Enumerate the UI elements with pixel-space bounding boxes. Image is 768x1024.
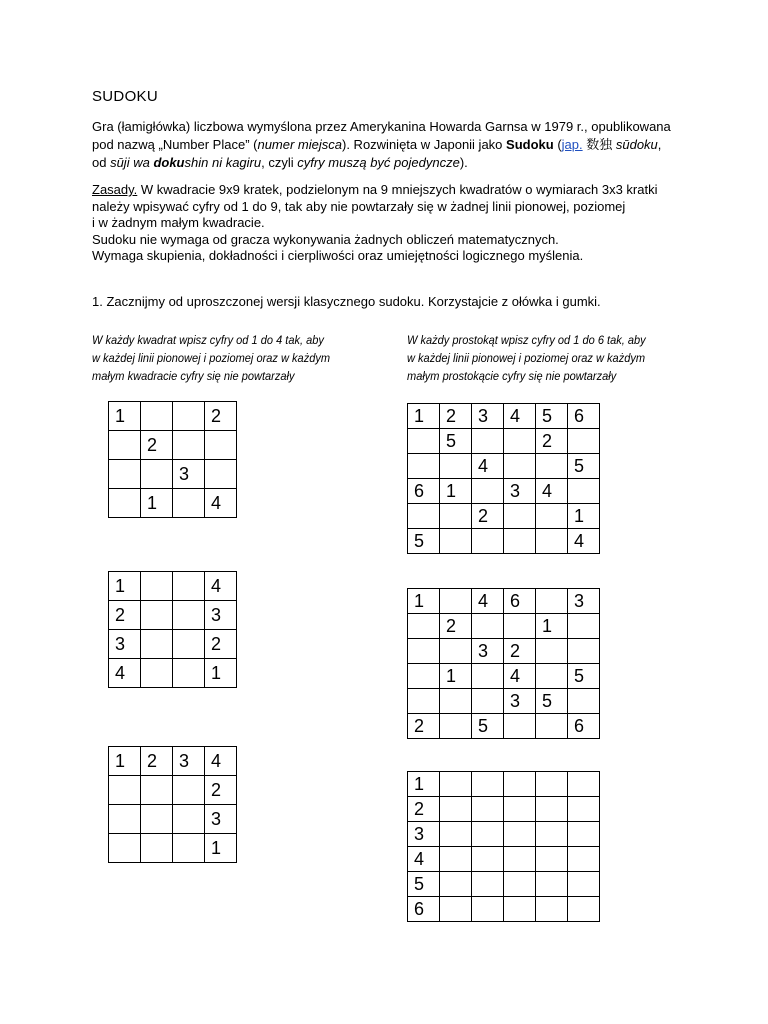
- given-cell: 3: [109, 630, 141, 659]
- instruction-left: W każdy kwadrat wpisz cyfry od 1 do 4 tak, aby w każdej linii pionowej i poziomej oraz w każdym małym kwadracie cyfry się nie powtarzały: [92, 333, 331, 383]
- given-cell: 6: [568, 404, 600, 429]
- grid-row: [408, 614, 600, 639]
- given-cell: 3: [173, 747, 205, 776]
- given-cell: 3: [205, 601, 237, 630]
- given-cell: 3: [205, 805, 237, 834]
- empty-cell[interactable]: [141, 630, 173, 659]
- grid-row: [109, 747, 237, 776]
- empty-cell[interactable]: [173, 431, 205, 460]
- instruction-right: W każdy prostokąt wpisz cyfry od 1 do 6 tak, aby w każdej linii pionowej i poziomej oraz w każdym małym prostokącie cyfry się nie powtarzały: [407, 333, 646, 383]
- empty-cell[interactable]: [440, 714, 472, 739]
- intro-line: od sūji wa dokushin ni kagiru, czyli cyfry muszą być pojedyncze).: [92, 155, 468, 170]
- empty-cell[interactable]: [205, 460, 237, 489]
- empty-cell[interactable]: [141, 572, 173, 601]
- empty-cell[interactable]: [141, 805, 173, 834]
- empty-cell[interactable]: [472, 822, 504, 847]
- empty-cell[interactable]: [109, 776, 141, 805]
- given-cell: 3: [504, 689, 536, 714]
- grid-row: [109, 630, 237, 659]
- empty-cell[interactable]: [141, 460, 173, 489]
- grid-row: [408, 797, 600, 822]
- given-cell: 1: [536, 614, 568, 639]
- empty-cell[interactable]: [472, 797, 504, 822]
- empty-cell[interactable]: [536, 797, 568, 822]
- empty-cell[interactable]: [568, 897, 600, 922]
- given-cell: 5: [568, 664, 600, 689]
- given-cell: 1: [408, 589, 440, 614]
- given-cell: 5: [536, 689, 568, 714]
- intro-line: Gra (łamigłówka) liczbowa wymyślona przez Amerykanina Howarda Garnsa w 1979 r., opublikowana: [92, 119, 671, 134]
- empty-cell[interactable]: [141, 776, 173, 805]
- empty-cell[interactable]: [472, 664, 504, 689]
- empty-cell[interactable]: [440, 689, 472, 714]
- given-cell: 3: [472, 404, 504, 429]
- grid-row: [408, 714, 600, 739]
- sudoku-4x4-grid: [108, 571, 237, 688]
- grid-row: [109, 402, 237, 431]
- given-cell: 5: [440, 429, 472, 454]
- given-cell: 5: [536, 404, 568, 429]
- given-cell: 4: [472, 589, 504, 614]
- given-cell: 1: [440, 664, 472, 689]
- given-cell: 3: [504, 479, 536, 504]
- jap-link[interactable]: jap.: [561, 137, 583, 152]
- grid-row: [109, 776, 237, 805]
- empty-cell[interactable]: [504, 614, 536, 639]
- given-cell: 5: [472, 714, 504, 739]
- grid-row: [109, 431, 237, 460]
- given-cell: 4: [472, 454, 504, 479]
- given-cell: 2: [440, 404, 472, 429]
- empty-cell[interactable]: [504, 797, 536, 822]
- given-cell: 6: [504, 589, 536, 614]
- grid-row: [408, 664, 600, 689]
- empty-cell[interactable]: [472, 429, 504, 454]
- empty-cell[interactable]: [173, 630, 205, 659]
- given-cell: 1: [440, 479, 472, 504]
- given-cell: 4: [568, 529, 600, 554]
- given-cell: 6: [408, 479, 440, 504]
- empty-cell[interactable]: [408, 429, 440, 454]
- empty-cell[interactable]: [536, 589, 568, 614]
- empty-cell[interactable]: [440, 639, 472, 664]
- given-cell: 1: [205, 659, 237, 688]
- empty-cell[interactable]: [472, 479, 504, 504]
- given-cell: 1: [109, 747, 141, 776]
- grid-row: [408, 639, 600, 664]
- empty-cell[interactable]: [504, 872, 536, 897]
- empty-cell[interactable]: [408, 614, 440, 639]
- empty-cell[interactable]: [536, 664, 568, 689]
- given-cell: 4: [504, 404, 536, 429]
- empty-cell[interactable]: [568, 614, 600, 639]
- empty-cell[interactable]: [141, 834, 173, 863]
- empty-cell[interactable]: [440, 589, 472, 614]
- given-cell: 1: [109, 402, 141, 431]
- given-cell: 2: [205, 630, 237, 659]
- grid-row: [408, 822, 600, 847]
- empty-cell[interactable]: [440, 897, 472, 922]
- given-cell: 2: [408, 714, 440, 739]
- empty-cell[interactable]: [440, 529, 472, 554]
- grid-row: [109, 489, 237, 518]
- empty-cell[interactable]: [173, 402, 205, 431]
- grid-row: [408, 772, 600, 797]
- empty-cell[interactable]: [568, 639, 600, 664]
- empty-cell[interactable]: [568, 872, 600, 897]
- empty-cell[interactable]: [408, 639, 440, 664]
- rules-paragraph: Zasady. W kwadracie 9x9 kratek, podzielonym na 9 mniejszych kwadratów o wymiarach 3x3 kratki należy wpisywać cyfry od 1 do 9, tak aby nie powtarzały się w żadnej linii pionowej, poziomej i w żadnym małym kwadracie. Sudoku nie wymaga od gracza wykonywania żadnych obliczeń matematycznych. Wymaga skupienia, dokładności i cierpliwości oraz umiejętności logicznego myślenia.: [92, 182, 658, 263]
- sudoku-6x6-grid: [407, 588, 600, 739]
- empty-cell[interactable]: [173, 659, 205, 688]
- empty-cell[interactable]: [472, 529, 504, 554]
- empty-cell[interactable]: [440, 872, 472, 897]
- grid-row: [109, 834, 237, 863]
- empty-cell[interactable]: [504, 529, 536, 554]
- rules-label: Zasady.: [92, 182, 138, 197]
- grid-row: [109, 601, 237, 630]
- given-cell: 6: [408, 897, 440, 922]
- given-cell: 1: [141, 489, 173, 518]
- grid-row: [109, 572, 237, 601]
- empty-cell[interactable]: [504, 504, 536, 529]
- grid-row: [109, 460, 237, 489]
- empty-cell[interactable]: [568, 822, 600, 847]
- empty-cell[interactable]: [504, 772, 536, 797]
- empty-cell[interactable]: [536, 897, 568, 922]
- empty-cell[interactable]: [109, 460, 141, 489]
- empty-cell[interactable]: [536, 504, 568, 529]
- empty-cell[interactable]: [504, 897, 536, 922]
- empty-cell[interactable]: [440, 797, 472, 822]
- empty-cell[interactable]: [440, 454, 472, 479]
- given-cell: 3: [408, 822, 440, 847]
- document-title: SUDOKU: [92, 88, 158, 105]
- empty-cell[interactable]: [472, 847, 504, 872]
- empty-cell[interactable]: [173, 776, 205, 805]
- grid-row: [408, 847, 600, 872]
- empty-cell[interactable]: [568, 429, 600, 454]
- task-heading: 1. Zacznijmy od uproszczonej wersji klasycznego sudoku. Korzystajcie z ołówka i gumki.: [92, 294, 601, 309]
- grid-row: [408, 689, 600, 714]
- grid-row: [408, 404, 600, 429]
- empty-cell[interactable]: [536, 529, 568, 554]
- intro-paragraph: [92, 118, 712, 172]
- empty-cell[interactable]: [109, 431, 141, 460]
- given-cell: 1: [408, 404, 440, 429]
- given-cell: 4: [205, 572, 237, 601]
- given-cell: 1: [205, 834, 237, 863]
- empty-cell[interactable]: [173, 572, 205, 601]
- empty-cell[interactable]: [504, 714, 536, 739]
- grid-row: [109, 805, 237, 834]
- empty-cell[interactable]: [408, 504, 440, 529]
- empty-cell[interactable]: [504, 822, 536, 847]
- empty-cell[interactable]: [472, 872, 504, 897]
- grid-row: [408, 589, 600, 614]
- empty-cell[interactable]: [141, 601, 173, 630]
- empty-cell[interactable]: [173, 805, 205, 834]
- empty-cell[interactable]: [440, 822, 472, 847]
- grid-row: [408, 872, 600, 897]
- sudoku-6x6-grid: [407, 403, 600, 554]
- empty-cell[interactable]: [568, 689, 600, 714]
- given-cell: 4: [205, 747, 237, 776]
- given-cell: 2: [109, 601, 141, 630]
- empty-cell[interactable]: [504, 429, 536, 454]
- given-cell: 5: [408, 529, 440, 554]
- empty-cell[interactable]: [472, 689, 504, 714]
- grid-row: [408, 479, 600, 504]
- empty-cell[interactable]: [141, 402, 173, 431]
- empty-cell[interactable]: [440, 772, 472, 797]
- empty-cell[interactable]: [173, 601, 205, 630]
- grid-row: [109, 659, 237, 688]
- grid-row: [408, 429, 600, 454]
- sudoku-4x4-grid: [108, 401, 237, 518]
- given-cell: 2: [205, 402, 237, 431]
- given-cell: 4: [109, 659, 141, 688]
- grid-row: [408, 504, 600, 529]
- empty-cell[interactable]: [173, 834, 205, 863]
- given-cell: 2: [440, 614, 472, 639]
- given-cell: 2: [504, 639, 536, 664]
- given-cell: 6: [568, 714, 600, 739]
- empty-cell[interactable]: [568, 847, 600, 872]
- given-cell: 2: [141, 747, 173, 776]
- empty-cell[interactable]: [472, 772, 504, 797]
- given-cell: 1: [408, 772, 440, 797]
- empty-cell[interactable]: [109, 834, 141, 863]
- empty-cell[interactable]: [536, 772, 568, 797]
- empty-cell[interactable]: [141, 659, 173, 688]
- empty-cell[interactable]: [536, 872, 568, 897]
- given-cell: 1: [109, 572, 141, 601]
- given-cell: 2: [472, 504, 504, 529]
- empty-cell[interactable]: [408, 454, 440, 479]
- given-cell: 3: [173, 460, 205, 489]
- empty-cell[interactable]: [536, 454, 568, 479]
- given-cell: 4: [504, 664, 536, 689]
- empty-cell[interactable]: [568, 479, 600, 504]
- empty-cell[interactable]: [109, 489, 141, 518]
- empty-cell[interactable]: [440, 847, 472, 872]
- grid-row: [408, 454, 600, 479]
- given-cell: 3: [472, 639, 504, 664]
- given-cell: 5: [568, 454, 600, 479]
- given-cell: 5: [408, 872, 440, 897]
- given-cell: 4: [536, 479, 568, 504]
- sudoku-6x6-grid: [407, 771, 600, 922]
- empty-cell[interactable]: [109, 805, 141, 834]
- given-cell: 4: [205, 489, 237, 518]
- empty-cell[interactable]: [440, 504, 472, 529]
- given-cell: 3: [568, 589, 600, 614]
- given-cell: 2: [205, 776, 237, 805]
- intro-line: pod nazwą „Number Place” (numer miejsca). Rozwinięta w Japonii jako Sudoku (jap. 数独 sūdoku,: [92, 137, 662, 152]
- empty-cell[interactable]: [536, 639, 568, 664]
- grid-row: [408, 529, 600, 554]
- empty-cell[interactable]: [568, 797, 600, 822]
- empty-cell[interactable]: [173, 489, 205, 518]
- given-cell: 1: [568, 504, 600, 529]
- empty-cell[interactable]: [408, 689, 440, 714]
- empty-cell[interactable]: [568, 772, 600, 797]
- empty-cell[interactable]: [472, 614, 504, 639]
- empty-cell[interactable]: [504, 847, 536, 872]
- given-cell: 2: [408, 797, 440, 822]
- given-cell: 2: [141, 431, 173, 460]
- empty-cell[interactable]: [536, 847, 568, 872]
- given-cell: 2: [536, 429, 568, 454]
- empty-cell[interactable]: [504, 454, 536, 479]
- given-cell: 4: [408, 847, 440, 872]
- sudoku-4x4-grid: [108, 746, 237, 863]
- grid-row: [408, 897, 600, 922]
- empty-cell[interactable]: [472, 897, 504, 922]
- empty-cell[interactable]: [408, 664, 440, 689]
- empty-cell[interactable]: [536, 822, 568, 847]
- empty-cell[interactable]: [536, 714, 568, 739]
- empty-cell[interactable]: [205, 431, 237, 460]
